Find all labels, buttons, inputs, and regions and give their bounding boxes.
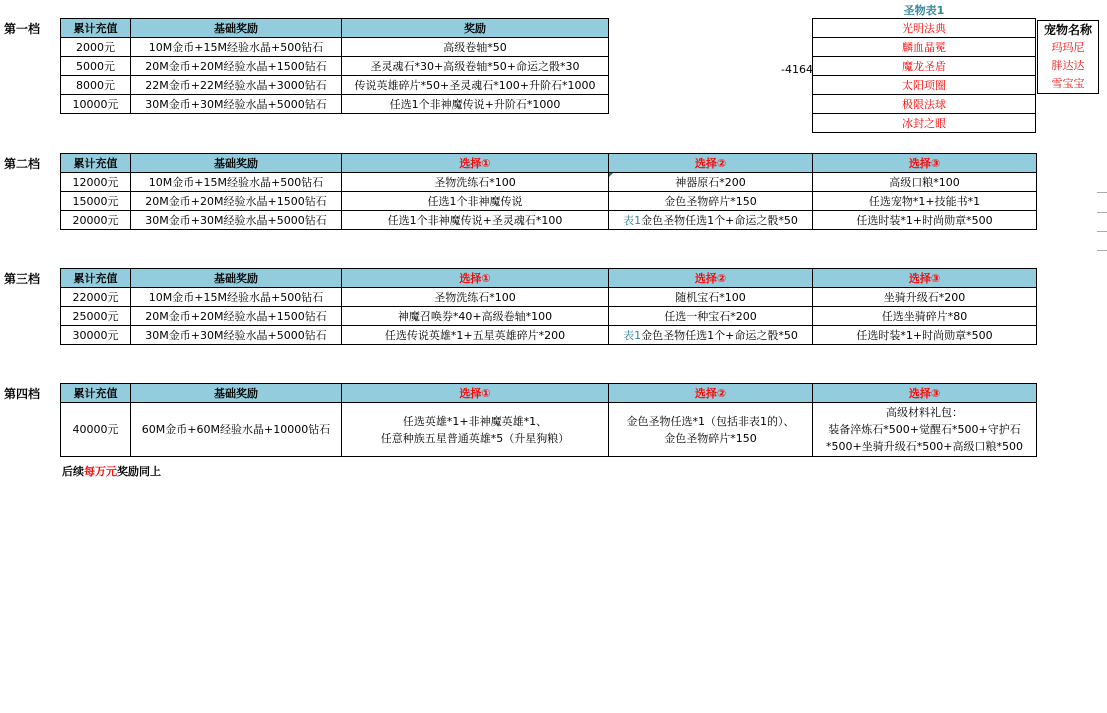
table-cell[interactable]: 10M金币+15M经验水晶+500钻石 bbox=[131, 288, 342, 307]
table-cell[interactable]: 25000元 bbox=[61, 307, 131, 326]
cell-text: 金色圣物任选1个+命运之骰*50 bbox=[641, 328, 798, 342]
pet-name[interactable]: 雪宝宝 bbox=[1051, 77, 1085, 90]
table-cell[interactable]: 高级口粮*100 bbox=[813, 173, 1037, 192]
table-cell[interactable] bbox=[342, 403, 609, 457]
table-cell[interactable]: 任选一种宝石*200 bbox=[609, 307, 813, 326]
table-cell[interactable]: 22M金币+22M经验水晶+3000钻石 bbox=[131, 76, 342, 95]
table-cell[interactable]: 任选1个非神魔传说+圣灵魂石*100 bbox=[342, 211, 609, 230]
table-cell[interactable]: 60M金币+60M经验水晶+10000钻石 bbox=[131, 403, 342, 457]
table-row bbox=[61, 38, 609, 57]
table-cell[interactable]: 神器原石*200 bbox=[609, 173, 813, 192]
cell-line: 任选英雄*1+非神魔英雄*1、 bbox=[402, 414, 548, 428]
column-header: 选择③ bbox=[813, 384, 1037, 403]
tier1-label: 第一档 bbox=[4, 22, 41, 36]
gridline-fragment bbox=[1097, 192, 1107, 193]
holy-table-title: 圣物表1 bbox=[903, 4, 945, 17]
footnote bbox=[62, 463, 161, 479]
table-header-row bbox=[61, 19, 609, 38]
comment-marker-icon bbox=[609, 173, 613, 177]
table-cell[interactable]: 随机宝石*100 bbox=[609, 288, 813, 307]
holy-item[interactable]: 麟血晶冕 bbox=[813, 38, 1036, 57]
table-row bbox=[61, 307, 1037, 326]
column-header: 奖励 bbox=[342, 19, 609, 38]
holy-item[interactable]: 极限法球 bbox=[813, 95, 1036, 114]
tier3-label: 第三档 bbox=[4, 272, 41, 286]
column-header: 基础奖励 bbox=[131, 19, 342, 38]
table-cell[interactable]: 20000元 bbox=[61, 211, 131, 230]
stray-cell-value[interactable]: -4164 bbox=[781, 63, 813, 76]
cell-line: 金色圣物任选*1（包括非表1的）、 bbox=[626, 414, 795, 428]
holy-item[interactable]: 太阳项圈 bbox=[813, 76, 1036, 95]
holy-item[interactable]: 魔龙圣盾 bbox=[813, 57, 1036, 76]
table-cell[interactable]: 30M金币+30M经验水晶+5000钻石 bbox=[131, 326, 342, 345]
table-row bbox=[61, 288, 1037, 307]
holy-table-ref: 表1 bbox=[623, 328, 642, 342]
table-cell[interactable]: 22000元 bbox=[61, 288, 131, 307]
column-header: 选择① bbox=[342, 154, 609, 173]
pet-list bbox=[1037, 20, 1099, 94]
table-cell[interactable]: 任选坐骑碎片*80 bbox=[813, 307, 1037, 326]
table-cell[interactable]: 任选宠物*1+技能书*1 bbox=[813, 192, 1037, 211]
table-row bbox=[61, 57, 609, 76]
column-header: 选择① bbox=[342, 269, 609, 288]
table-row bbox=[61, 192, 1037, 211]
table-cell[interactable]: 10000元 bbox=[61, 95, 131, 114]
footnote-highlight: 每万元 bbox=[84, 465, 117, 478]
table-row bbox=[61, 173, 1037, 192]
pet-list-header: 宠物名称 bbox=[1043, 23, 1092, 37]
table-cell[interactable]: 金色圣物碎片*150 bbox=[609, 192, 813, 211]
table-cell[interactable]: 5000元 bbox=[61, 57, 131, 76]
cell-line: 高级材料礼包： bbox=[886, 406, 963, 419]
table-cell[interactable] bbox=[609, 326, 813, 345]
footnote-pre: 后续 bbox=[62, 465, 84, 478]
column-header: 累计充值 bbox=[61, 19, 131, 38]
table-cell[interactable]: 8000元 bbox=[61, 76, 131, 95]
table-cell[interactable]: 20M金币+20M经验水晶+1500钻石 bbox=[131, 307, 342, 326]
pet-name[interactable]: 玛玛尼 bbox=[1051, 41, 1085, 54]
column-header: 选择② bbox=[609, 269, 813, 288]
table-header-row bbox=[61, 154, 1037, 173]
table-cell[interactable]: 任选时装*1+时尚勋章*500 bbox=[813, 211, 1037, 230]
table-cell[interactable]: 任选时装*1+时尚勋章*500 bbox=[813, 326, 1037, 345]
gridline-fragment bbox=[1097, 231, 1107, 232]
column-header: 选择③ bbox=[813, 154, 1037, 173]
holy-item[interactable]: 冰封之眼 bbox=[813, 114, 1036, 133]
gridline-fragment bbox=[1097, 212, 1107, 213]
table-header-row bbox=[61, 384, 1037, 403]
table-cell[interactable]: 圣物洗练石*100 bbox=[342, 173, 609, 192]
table-cell[interactable]: 20M金币+20M经验水晶+1500钻石 bbox=[131, 57, 342, 76]
table-cell[interactable]: 10M金币+15M经验水晶+500钻石 bbox=[131, 38, 342, 57]
table-cell[interactable]: 圣物洗练石*100 bbox=[342, 288, 609, 307]
column-header: 选择③ bbox=[813, 269, 1037, 288]
column-header: 选择① bbox=[342, 384, 609, 403]
table-cell[interactable] bbox=[813, 403, 1037, 457]
table-cell[interactable]: 任选1个非神魔传说 bbox=[342, 192, 609, 211]
table-cell[interactable]: 40000元 bbox=[61, 403, 131, 457]
tier4-label: 第四档 bbox=[4, 387, 41, 401]
cell-line: 金色圣物碎片*150 bbox=[664, 431, 757, 445]
table-row bbox=[61, 95, 609, 114]
cell-text: 金色圣物任选1个+命运之骰*50 bbox=[641, 213, 798, 227]
table-cell[interactable]: 10M金币+15M经验水晶+500钻石 bbox=[131, 173, 342, 192]
table-cell[interactable]: 高级卷轴*50 bbox=[342, 38, 609, 57]
column-header: 选择② bbox=[609, 154, 813, 173]
table-cell[interactable]: 2000元 bbox=[61, 38, 131, 57]
tier2-label: 第二档 bbox=[4, 157, 41, 171]
column-header: 基础奖励 bbox=[131, 384, 342, 403]
pet-name[interactable]: 胖达达 bbox=[1051, 59, 1085, 72]
table-cell[interactable]: 30M金币+30M经验水晶+5000钻石 bbox=[131, 211, 342, 230]
column-header: 基础奖励 bbox=[131, 269, 342, 288]
table-cell[interactable]: 圣灵魂石*30+高级卷轴*50+命运之骰*30 bbox=[342, 57, 609, 76]
holy-item[interactable]: 光明法典 bbox=[813, 19, 1036, 38]
table-cell[interactable]: 15000元 bbox=[61, 192, 131, 211]
table-cell[interactable]: 20M金币+20M经验水晶+1500钻石 bbox=[131, 192, 342, 211]
table-row bbox=[61, 403, 1037, 457]
tier4-table bbox=[60, 383, 1037, 457]
cell-line: 装备淬炼石*500+觉醒石*500+守护石 bbox=[828, 423, 1021, 436]
table-cell[interactable] bbox=[609, 403, 813, 457]
column-header: 累计充值 bbox=[61, 154, 131, 173]
table-cell[interactable] bbox=[609, 211, 813, 230]
column-header: 累计充值 bbox=[61, 269, 131, 288]
table-cell[interactable]: 任选1个非神魔传说+升阶石*1000 bbox=[342, 95, 609, 114]
table-row bbox=[61, 211, 1037, 230]
table-cell[interactable]: 30000元 bbox=[61, 326, 131, 345]
table-row bbox=[61, 326, 1037, 345]
cell-line: *500+坐骑升级石*500+高级口粮*500 bbox=[826, 440, 1023, 453]
tier1-table bbox=[60, 18, 609, 114]
column-header: 选择② bbox=[609, 384, 813, 403]
holy-table bbox=[812, 18, 1036, 133]
holy-table-ref: 表1 bbox=[623, 213, 642, 227]
column-header: 累计充值 bbox=[61, 384, 131, 403]
tier3-table bbox=[60, 268, 1037, 345]
tier2-table bbox=[60, 153, 1037, 230]
table-cell[interactable]: 12000元 bbox=[61, 173, 131, 192]
footnote-post: 奖励同上 bbox=[117, 465, 161, 478]
table-cell[interactable]: 传说英雄碎片*50+圣灵魂石*100+升阶石*1000 bbox=[342, 76, 609, 95]
gridline-fragment bbox=[1097, 250, 1107, 251]
table-cell[interactable]: 神魔召唤券*40+高级卷轴*100 bbox=[342, 307, 609, 326]
table-row bbox=[61, 76, 609, 95]
table-cell[interactable]: 坐骑升级石*200 bbox=[813, 288, 1037, 307]
table-header-row bbox=[61, 269, 1037, 288]
table-cell[interactable]: 30M金币+30M经验水晶+5000钻石 bbox=[131, 95, 342, 114]
cell-line: 任意种族五星普通英雄*5（升星狗粮） bbox=[380, 431, 570, 445]
table-cell[interactable]: 任选传说英雄*1+五星英雄碎片*200 bbox=[342, 326, 609, 345]
column-header: 基础奖励 bbox=[131, 154, 342, 173]
